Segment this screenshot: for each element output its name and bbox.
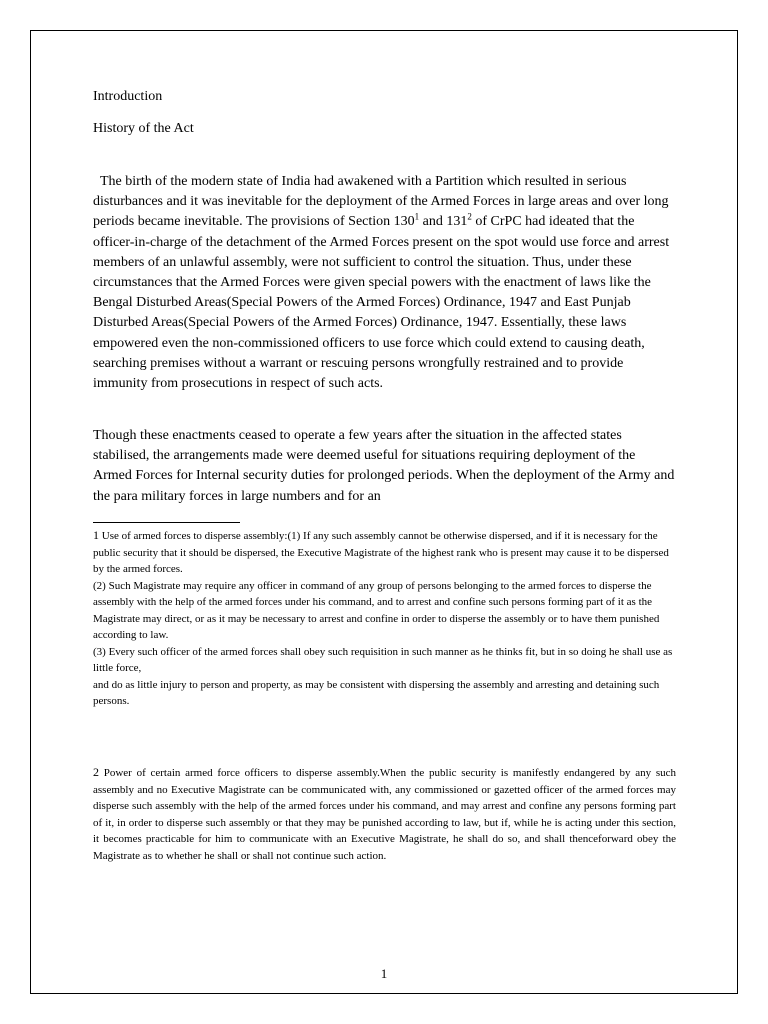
footnote-1 — [93, 527, 676, 710]
footnote-separator — [93, 522, 240, 523]
para-2-text: Though these enactments ceased to operate a few years after the situation in the affected states stabilised, the arrangements made were deemed useful for situations requiring deployment of the Armed Forces for Internal security duties for prolonged periods. When the deployment of the Army and the para military forces in large numbers and for an — [93, 428, 675, 504]
para-1-text-a: The birth of the modern state of India had awakened with a Partition which resulted in serious disturbances and it was inevitable for the deployment of the Armed Forces in large areas and over long periods became inevitable. The provisions of Section 130 — [93, 174, 673, 230]
footnote-2-number: 2 — [93, 765, 99, 779]
page-number: 1 — [380, 966, 388, 981]
footnote-1-line-2: (2) Such Magistrate may require any officer in command of any group of persons belonging to the armed forces to disperse the assembly with the help of the armed forces under his command, and to arrest and confine such persons forming part of it as the Magistrate may direct, or as it may be necessary to arrest and confine in order to disperse the assembly or to have them punished according to law. — [93, 579, 660, 641]
footnote-1-line-4: and do as little injury to person and property, as may be consistent with dispersing the assembly and arresting and detaining such persons. — [93, 678, 660, 707]
footnote-ref-2[interactable]: 2 — [467, 211, 472, 222]
footnote-ref-1[interactable]: 1 — [414, 211, 420, 222]
footnote-1-line-1: Use of armed forces to disperse assembly:(1) If any such assembly cannot be otherwise dispersed, and if it is necessary for the public security that it should be dispersed, the Executive Magistrate of the highest rank who is present may cause it to be dispersed by the armed forces. — [93, 530, 669, 575]
heading-history-of-the-act: History of the Act — [93, 121, 194, 136]
heading-introduction: Introduction — [93, 89, 163, 104]
para-1-text-b: and 131 — [419, 214, 468, 230]
footnote-2-text: Power of certain armed force officers to disperse assembly.When the public security is manifestly endangered by any such assembly and no Executive Magistrate can be communicated with, any commissioned or gazetted officer of the armed forces may disperse such assembly with the help of the armed forces under his command, and may arrest and confine any persons forming part of it, in order to disperse such assembly or that they may be punished according to law, but if, while he is acting under this section, it becomes practicable for him to communicate with an Executive Magistrate, he shall do so, and shall thenceforward obey the Magistrate as to whether he shall or shall not continue such action. — [93, 767, 676, 862]
body-paragraph-1 — [93, 172, 676, 394]
para-1-text-c: of CrPC had ideated that the officer-in-charge of the detachment of the Armed Forces present on the spot would use force and arrest members of an unlawful assembly, were not sufficient to control the situation. Thus, under these circumstances that the Armed Forces were given special powers with the enactment of laws like the Bengal Disturbed Areas(Special Powers of the Armed Forces) Ordinance, 1947 and East Punjab Disturbed Areas(Special Powers of the Armed Forces) Ordinance, 1947. Essentially, these laws empowered even the non-commissioned officers to use force which could extend to causing death, searching premises without a warrant or rescuing persons wrongfully restrained and to provide immunity from prosecutions in respect of such acts. — [93, 214, 670, 392]
footnote-2 — [93, 764, 676, 864]
footnote-1-number: 1 — [93, 528, 99, 542]
footnote-1-line-3: (3) Every such officer of the armed forces shall obey such requisition in such manner as he thinks fit, but in so doing he shall use as little force, — [93, 645, 673, 674]
body-paragraph-2 — [93, 426, 676, 507]
